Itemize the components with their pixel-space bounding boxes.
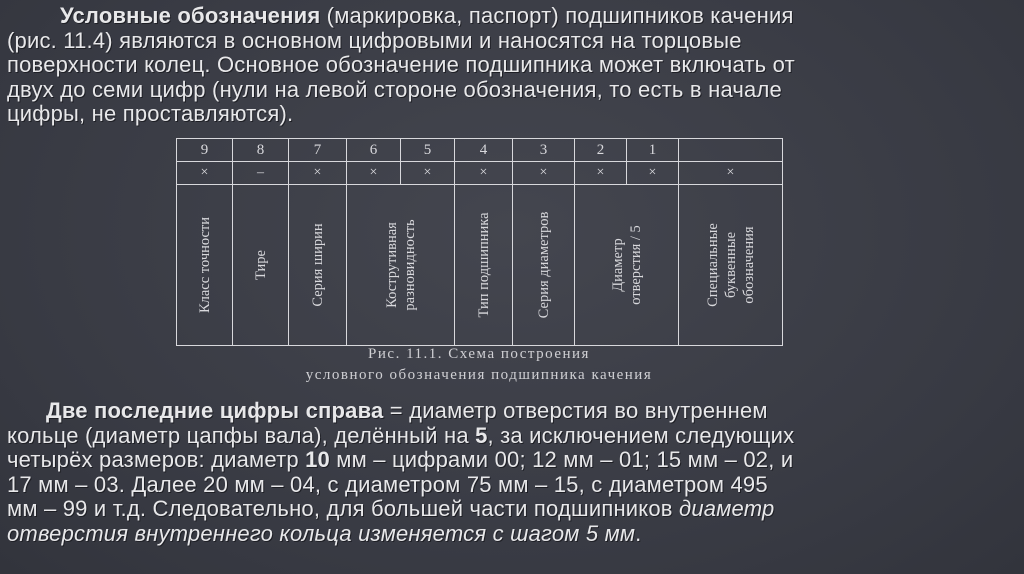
text-run: четырёх размеров: диаметр <box>7 447 306 472</box>
digit-cell: 6 <box>347 139 401 162</box>
figure-caption-line-1: Рис. 11.1. Схема построения <box>368 346 590 362</box>
field-label: Тире <box>252 250 269 280</box>
field-label-line: Кострутивная <box>383 222 400 308</box>
bottom-line-2 <box>0 424 1024 449</box>
digit-position-row <box>177 139 783 162</box>
bold-number: 5 <box>475 422 488 448</box>
mark-cell: – <box>233 162 289 185</box>
field-label-line: буквенные <box>722 232 739 299</box>
text-run: , за исключением следующих <box>487 422 795 448</box>
mark-cell: × <box>575 162 627 185</box>
digit-cell-empty <box>679 139 783 162</box>
digit-cell: 8 <box>233 139 289 162</box>
italic-phrase: диаметр <box>679 496 775 521</box>
designation-scheme-table <box>176 138 783 346</box>
field-diameter-series <box>513 185 575 346</box>
bottom-line-4: 17 мм – 03. Далее 20 мм – 04, с диаметром 75 мм – 15, с диаметром 495 <box>7 471 768 497</box>
field-bearing-type <box>455 185 513 346</box>
field-dash <box>233 185 289 346</box>
mark-cell: × <box>177 162 233 185</box>
text-run: . <box>635 520 642 546</box>
mark-cell: × <box>289 162 347 185</box>
intro-line-5: цифры, не проставляются). <box>7 101 294 126</box>
intro-line-1-rest: (маркировка, паспорт) подшипников качения <box>320 3 794 28</box>
field-name-row <box>177 185 783 346</box>
text-run: кольце (диаметр цапфы вала), делённый на <box>7 422 476 448</box>
field-label: Класс точности <box>196 216 213 314</box>
field-label <box>383 219 419 310</box>
field-special-letters <box>679 185 783 346</box>
bore-diameter-paragraph <box>0 399 1024 546</box>
mark-cell: × <box>455 162 513 185</box>
digit-cell: 1 <box>627 139 679 162</box>
field-label <box>609 225 645 305</box>
bottom-line-1 <box>0 399 1024 424</box>
field-label-line: разновидность <box>401 219 418 311</box>
italic-phrase: отверстия внутреннего кольца изменяется с шагом 5 мм <box>7 520 636 546</box>
mark-cell: × <box>679 162 783 185</box>
digit-cell: 2 <box>575 139 627 162</box>
bold-phrase: Две последние цифры справа <box>46 398 384 423</box>
field-bore-diameter <box>575 185 679 346</box>
digit-cell: 5 <box>401 139 455 162</box>
field-design-variety <box>347 185 455 346</box>
field-width-series <box>289 185 347 346</box>
field-label <box>704 223 758 307</box>
mark-cell: × <box>401 162 455 185</box>
digit-cell: 3 <box>513 139 575 162</box>
field-label: Серия ширин <box>309 223 326 307</box>
mark-cell: × <box>513 162 575 185</box>
intro-line-2: (рис. 11.4) являются в основном цифровыми и наносятся на торцовые <box>7 27 742 53</box>
bottom-line-1-rest: = диаметр отверстия во внутреннем <box>383 398 768 423</box>
bottom-line-6 <box>0 522 1024 547</box>
field-label-line: Диаметр <box>609 238 626 292</box>
bottom-line-3 <box>0 448 1024 473</box>
digit-cell: 4 <box>455 139 513 162</box>
text-run: мм – цифрами 00; 12 мм – 01; 15 мм – 02, и <box>329 447 794 472</box>
intro-line-3: поверхности колец. Основное обозначение подшипника может включать от <box>7 52 795 77</box>
text-run: мм – 99 и т.д. Следовательно, для большей части подшипников <box>7 496 679 521</box>
intro-paragraph <box>0 4 1024 127</box>
figure-caption-line-2: условного обозначения подшипника качения <box>305 367 653 383</box>
mark-row <box>177 162 783 185</box>
field-label: Серия диаметров <box>535 211 552 319</box>
bold-number: 10 <box>305 447 330 472</box>
mark-cell: × <box>347 162 401 185</box>
field-label: Тип подшипника <box>475 212 492 318</box>
mark-cell: × <box>627 162 679 185</box>
field-label-line: Специальные <box>704 223 721 307</box>
bottom-line-5 <box>0 497 1024 522</box>
digit-cell: 9 <box>177 139 233 162</box>
digit-cell: 7 <box>289 139 347 162</box>
intro-line-4: двух до семи цифр (нули на левой стороне обозначения, то есть в начале <box>7 76 782 102</box>
field-accuracy-class <box>177 185 233 346</box>
field-label-line: отверстия / 5 <box>627 225 644 305</box>
field-label-line: обозначения <box>740 226 757 304</box>
designation-scheme-figure <box>176 138 782 344</box>
term-heading: Условные обозначения <box>60 3 321 28</box>
intro-line-1 <box>0 4 1024 29</box>
